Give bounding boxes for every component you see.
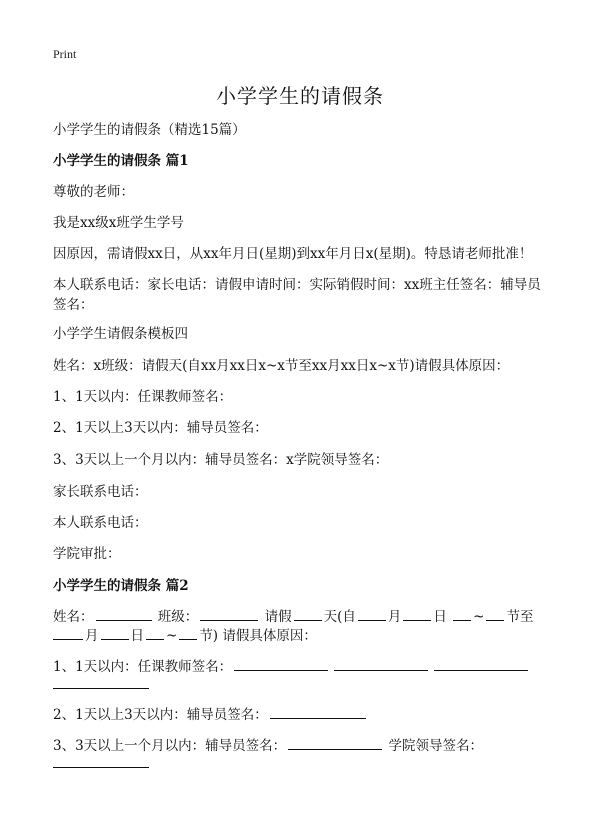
own-phone-line: 本人联系电话： bbox=[53, 515, 148, 531]
teacher-signature-blank-1[interactable] bbox=[234, 656, 328, 671]
form-item1-continuation bbox=[53, 674, 151, 695]
from-month-blank[interactable] bbox=[358, 606, 386, 621]
subtitle: 小学学生的请假条（精选15篇） bbox=[53, 122, 246, 138]
form-item1-label: 1、1天以内：任课教师签名： bbox=[53, 659, 233, 675]
print-label[interactable]: Print bbox=[53, 47, 77, 61]
student-info-line: 我是xx级x班学生学号 bbox=[53, 215, 184, 231]
form-item3-label: 3、3天以上一个月以内：辅导员签名： bbox=[53, 738, 287, 754]
from-period-end-blank[interactable] bbox=[486, 606, 504, 621]
section1-heading: 小学学生的请假条 篇1 bbox=[53, 153, 189, 169]
page-title: 小学学生的请假条 bbox=[216, 84, 384, 108]
date-label: 日 bbox=[433, 609, 447, 625]
form-item3-continuation bbox=[53, 753, 151, 774]
teacher-signature-blank-4[interactable] bbox=[53, 674, 149, 689]
date-label-2: 日 bbox=[130, 628, 144, 644]
name-label: 姓名： bbox=[53, 609, 94, 625]
teacher-signature-blank-3[interactable] bbox=[434, 656, 528, 671]
section2-heading: 小学学生的请假条 篇2 bbox=[53, 578, 189, 594]
from-day-blank[interactable] bbox=[403, 606, 431, 621]
tilde-1: ~ bbox=[473, 609, 485, 625]
name-blank[interactable] bbox=[96, 606, 152, 621]
class-label: 班级： bbox=[157, 609, 199, 625]
month-label: 月 bbox=[387, 609, 402, 625]
item2-line: 2、1天以上3天以内：辅导员签名： bbox=[53, 420, 268, 436]
form-item2-label: 2、1天以上3天以内：辅导员签名： bbox=[53, 707, 268, 723]
reason-line: 因原因，需请假xx日，从xx年月日(星期)到xx年月日x(星期)。特恳请老师批准！ bbox=[53, 246, 533, 262]
form-item2 bbox=[53, 704, 368, 725]
form-line-1 bbox=[53, 606, 533, 627]
counselor-signature-blank-2[interactable] bbox=[288, 735, 382, 750]
class-blank[interactable] bbox=[200, 606, 258, 621]
to-month-blank[interactable] bbox=[53, 625, 83, 640]
college-leader-label: 学院领导签名： bbox=[388, 738, 483, 754]
name-class-line: 姓名：x班级：请假天(自xx月xx日x~x节至xx月xx日x~x节)请假具体原因： bbox=[53, 358, 510, 374]
template-title-line: 小学学生请假条模板四 bbox=[53, 326, 188, 342]
from-period-start-blank[interactable] bbox=[453, 606, 471, 621]
to-day-blank[interactable] bbox=[101, 625, 129, 640]
greeting-line: 尊敬的老师： bbox=[53, 184, 134, 200]
item1-line: 1、1天以内：任课教师签名： bbox=[53, 389, 233, 405]
leave-label: 请假 bbox=[264, 609, 292, 625]
to-period-end-blank[interactable] bbox=[179, 625, 197, 640]
counselor-signature-blank[interactable] bbox=[270, 704, 366, 719]
days-blank[interactable] bbox=[294, 606, 322, 621]
day-label: 天(自 bbox=[323, 609, 356, 625]
tilde-2: ~ bbox=[166, 628, 178, 644]
month-label-2: 月 bbox=[85, 628, 99, 644]
item3-line: 3、3天以上一个月以内：辅导员签名：x学院领导签名： bbox=[53, 452, 389, 468]
parent-phone-line: 家长联系电话： bbox=[53, 484, 148, 500]
teacher-signature-blank-2[interactable] bbox=[334, 656, 428, 671]
period-to-label: 节至 bbox=[506, 609, 534, 625]
to-period-start-blank[interactable] bbox=[146, 625, 164, 640]
college-leader-signature-blank[interactable] bbox=[53, 753, 149, 768]
college-approval-line: 学院审批： bbox=[53, 546, 121, 562]
contact-line: 本人联系电话：家长电话：请假申请时间：实际销假时间：xx班主任签名：辅导员签名： bbox=[53, 277, 541, 313]
form-line-2 bbox=[53, 625, 317, 646]
period-end-label: 节) 请假具体原因： bbox=[199, 628, 317, 644]
